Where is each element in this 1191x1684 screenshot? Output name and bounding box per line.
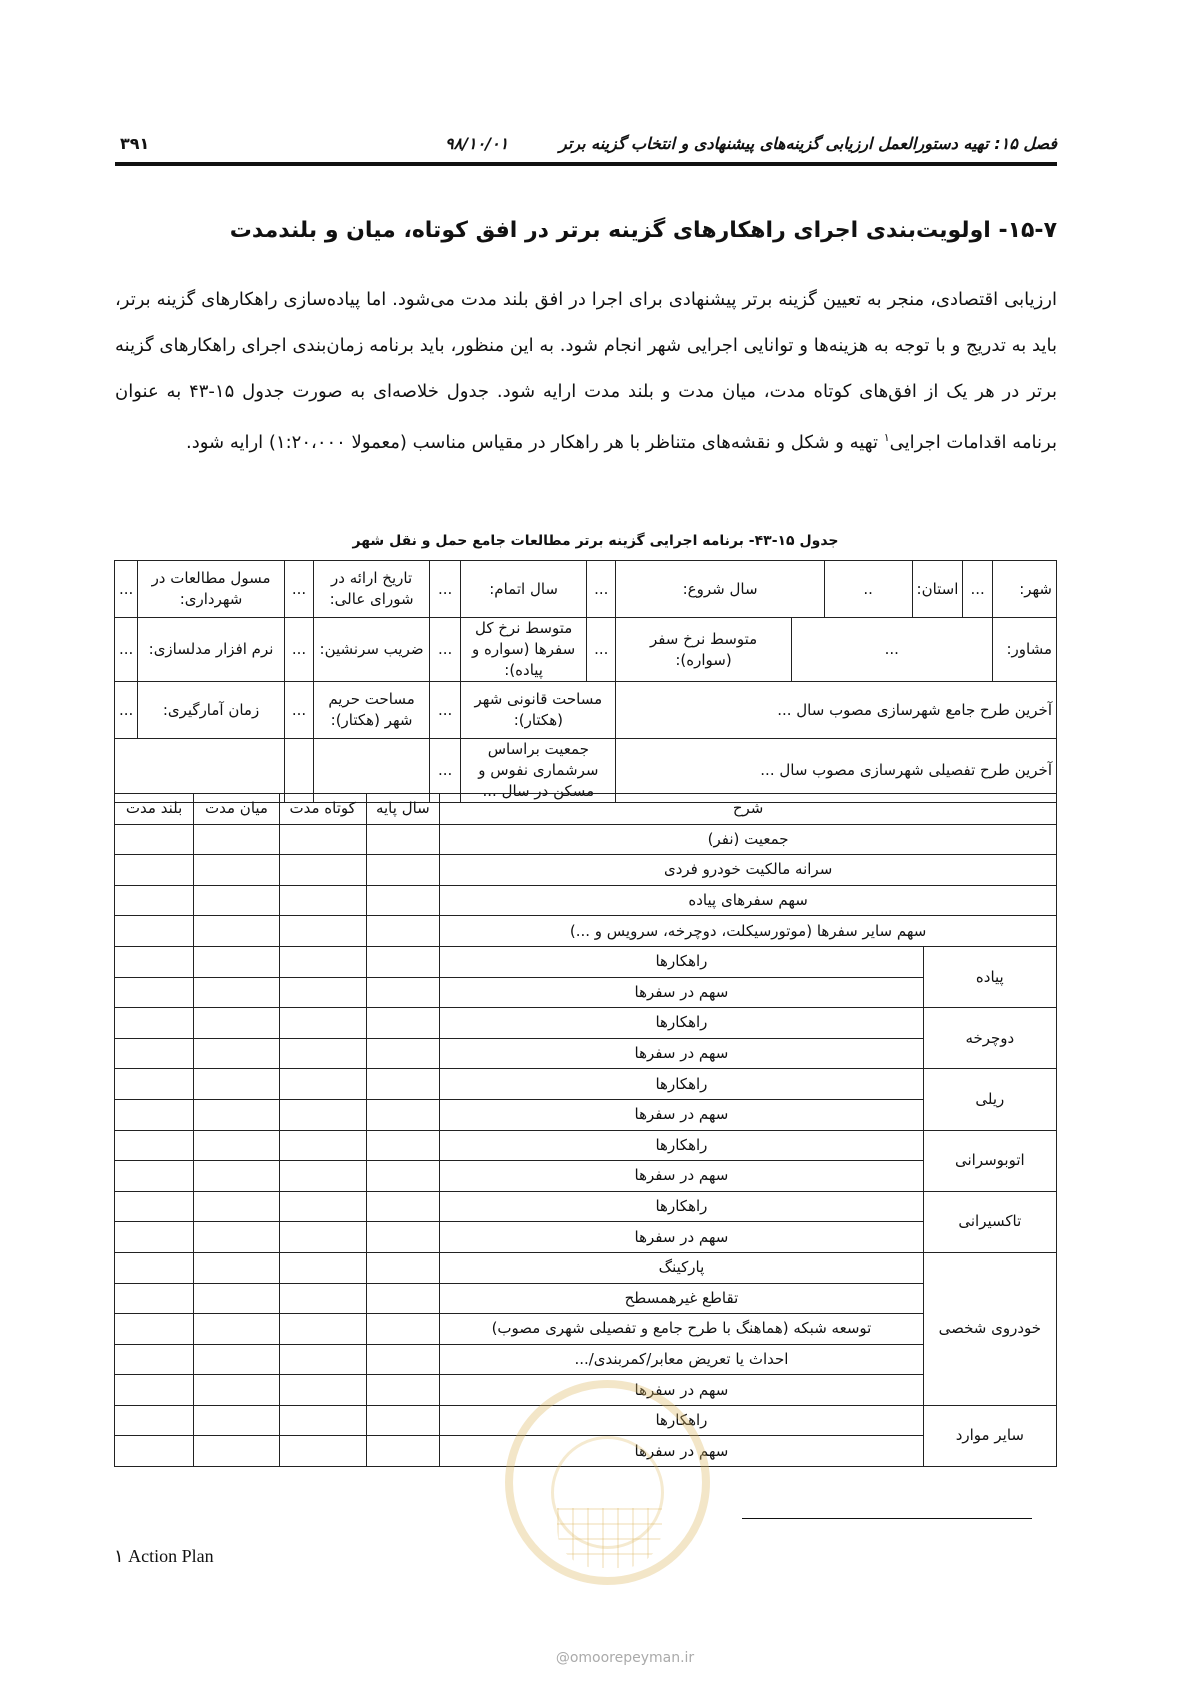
cell [194,1222,280,1253]
cell [194,1069,280,1100]
row-label-trip-share: سهم در سفرها [440,1436,923,1467]
page-number: ۳۹۱ [120,134,150,153]
cell [366,946,440,977]
cell [194,885,280,916]
info-row [115,618,1057,682]
row-label-strategies: راهکارها [440,1191,923,1222]
footnote-rule [742,1518,1032,1519]
watermark-site-text: omoorepeyman.ir [569,1650,695,1666]
row-label-interchange: تقاطع غیرهمسطح [440,1283,923,1314]
cell [366,1314,440,1345]
row-label-strategies: راهکارها [440,946,923,977]
label-buffer-area: مساحت حریم شهر (هکتار): [314,682,430,739]
table-row [115,1038,1057,1069]
value-consultant: ... [791,618,992,682]
cell [279,946,366,977]
label-modeling-software: نرم افزار مدلسازی: [138,618,284,682]
chapter-title: فصل ۱۵: تهیه دستورالعمل ارزیابی گزینه‌های پیشنهادی و انتخاب گزینه برتر [559,134,1057,153]
cell [194,855,280,886]
cell [366,1191,440,1222]
value-survey-time: ... [115,682,138,739]
cell [366,1161,440,1192]
table-row [115,1161,1057,1192]
watermark-seal-icon [505,1380,710,1585]
group-label-other: سایر موارد [923,1405,1056,1466]
info-row [115,682,1057,739]
paragraph-text-after: تهیه و شکل و نقشه‌های متناظر با هر راهکار در مقیاس مناسب (معمولا ۱:۲۰،۰۰۰) ارایه شود. [185,432,884,453]
row-label-other-share: سهم سایر سفرها (موتورسیکلت، دوچرخه، سرویس و ...) [440,916,1057,947]
value-province: .. [824,561,912,618]
cell [366,1344,440,1375]
value-buffer-area: ... [284,682,313,739]
cell [115,1344,194,1375]
cell [194,946,280,977]
cell [366,977,440,1008]
label-last-master-plan: آخرین طرح جامع شهرسازی مصوب سال ... [616,682,1057,739]
header-mid-term: میان مدت [194,794,280,825]
cell [279,855,366,886]
label-last-detailed-plan: آخرین طرح تفصیلی شهرسازی مصوب سال ... [616,739,1057,803]
cell [115,1069,194,1100]
table-row [115,916,1057,947]
action-plan-table [114,793,1057,1467]
cell [279,1405,366,1436]
cell [194,1283,280,1314]
group-label-rail: ریلی [923,1069,1056,1130]
cell [194,1405,280,1436]
cell [279,1344,366,1375]
cell [115,1099,194,1130]
cell [115,1314,194,1345]
cell [115,855,194,886]
cell [194,977,280,1008]
cell [115,1283,194,1314]
label-trip-rate-rider: متوسط نرخ سفر (سواره): [616,618,791,682]
header-description: شرح [440,794,1057,825]
table-row [115,1008,1057,1039]
cell [366,1099,440,1130]
cell [279,977,366,1008]
cell [115,1008,194,1039]
table-row [115,946,1057,977]
cell [194,1161,280,1192]
row-label-strategies: راهکارها [440,1069,923,1100]
row-label-population: جمعیت (نفر) [440,824,1057,855]
paragraph-text-before: ارزیابی اقتصادی، منجر به تعیین گزینه برتر پیشنهادی برای اجرا در افق بلند مدت می‌شود. اما پیاده‌سازی راهکارهای گزینه برتر، باید به تدریج و با توجه به هزینه‌ها و توانایی اجرایی شهر انجام شود. به این منظور، باید برنامه زمان‌بندی اجرای راهکارهای گزینه برتر در هر یک از افق‌های کوتاه مدت، میان مدت و بلند مدت ارایه شود. جدول خلاصه‌ای به صورت جدول ۱۵-۴۳ به عنوان برنامه اقدامات اجرایی [115,289,1057,453]
label-city: شهر: [992,561,1056,618]
cell [279,1008,366,1039]
cell [279,1038,366,1069]
body-paragraph [115,277,1057,466]
table-row [115,824,1057,855]
cell [115,946,194,977]
group-label-bus: اتوبوسرانی [923,1130,1056,1191]
row-label-strategies: راهکارها [440,1130,923,1161]
cell [279,824,366,855]
footnote [114,1546,214,1567]
label-province: استان: [912,561,963,618]
table-row [115,1344,1057,1375]
row-label-trip-share: سهم در سفرها [440,977,923,1008]
row-label-strategies: راهکارها [440,1008,923,1039]
value-trip-rate-rider: ... [587,618,616,682]
project-info-table [114,560,1057,803]
footnote-marker: ۱ [114,1546,124,1566]
watermark-site [525,1650,725,1666]
value-census-population: ... [429,739,460,803]
group-label-taxi: تاکسیرانی [923,1191,1056,1252]
cell [366,1436,440,1467]
value-occupancy: ... [284,618,313,682]
table-row [115,1314,1057,1345]
cell [115,1375,194,1406]
cell [279,1283,366,1314]
cell [366,1069,440,1100]
label-end-year: سال اتمام: [461,561,587,618]
table-row [115,1069,1057,1100]
table-caption: جدول ۱۵-۴۳- برنامه اجرایی گزینه برتر مطالعات جامع حمل و نقل شهر [352,533,839,549]
table-row [115,1191,1057,1222]
cell [366,1405,440,1436]
cell [115,1191,194,1222]
cell [366,1283,440,1314]
value-council-date: ... [284,561,313,618]
cell [194,916,280,947]
cell [115,824,194,855]
label-municipality-officer: مسول مطالعات در شهرداری: [138,561,284,618]
footnote-ref[interactable]: ۱ [883,431,890,444]
header-rule [115,162,1057,166]
cell [115,1161,194,1192]
cell [366,855,440,886]
row-label-trip-share: سهم در سفرها [440,1161,923,1192]
header-long-term: بلند مدت [115,794,194,825]
cell [194,1130,280,1161]
cell [279,885,366,916]
value-trip-rate-total: ... [429,618,460,682]
header-date: ۹۸/۱۰/۰۱ [445,134,509,153]
value-end-year: ... [429,561,460,618]
cell [194,1191,280,1222]
cell [194,1314,280,1345]
at-icon: @ [555,1650,570,1666]
row-label-strategies: راهکارها [440,1405,923,1436]
cell [366,1375,440,1406]
value-modeling-software: ... [115,618,138,682]
row-label-trip-share: سهم در سفرها [440,1099,923,1130]
row-label-network-development: توسعه شبکه (هماهنگ با طرح جامع و تفصیلی شهری مصوب) [440,1314,923,1345]
table-row [115,1222,1057,1253]
row-label-walk-share: سهم سفرهای پیاده [440,885,1057,916]
row-label-trip-share: سهم در سفرها [440,1222,923,1253]
label-survey-time: زمان آمارگیری: [138,682,284,739]
table-row [115,1099,1057,1130]
row-label-car-ownership: سرانه مالکیت خودرو فردی [440,855,1057,886]
cell [115,1405,194,1436]
cell [115,977,194,1008]
label-consultant: مشاور: [992,618,1056,682]
value-start-year: ... [587,561,616,618]
row-label-parking: پارکینگ [440,1252,923,1283]
cell [279,1130,366,1161]
cell [366,1008,440,1039]
cell [194,1099,280,1130]
cell [115,1436,194,1467]
table-row [115,1283,1057,1314]
group-label-walk: پیاده [923,946,1056,1007]
value-legal-area: ... [429,682,460,739]
table-row [115,1252,1057,1283]
row-label-trip-share: سهم در سفرها [440,1375,923,1406]
cell [194,1008,280,1039]
cell [115,885,194,916]
row-label-trip-share: سهم در سفرها [440,1038,923,1069]
cell [366,885,440,916]
cell [366,1130,440,1161]
label-start-year: سال شروع: [616,561,824,618]
table-row [115,855,1057,886]
cell [279,1314,366,1345]
cell [279,1252,366,1283]
header-short-term: کوتاه مدت [279,794,366,825]
value-municipality-officer: ... [115,561,138,618]
group-label-private-car: خودروی شخصی [923,1252,1056,1405]
label-occupancy: ضریب سرنشین: [314,618,430,682]
row-label-road-widening: احداث یا تعریض معابر/کمربندی/... [440,1344,923,1375]
cell [194,1436,280,1467]
cell [194,1038,280,1069]
cell [115,1222,194,1253]
cell [366,824,440,855]
cell [115,916,194,947]
cell [366,916,440,947]
section-title: ۱۵-۷- اولویت‌بندی اجرای راهکارهای گزینه برتر در افق کوتاه، میان و بلندمدت [229,218,1057,243]
cell [279,1191,366,1222]
cell [194,1252,280,1283]
cell [115,1252,194,1283]
page-header [115,130,1057,164]
header-base-year: سال پایه [366,794,440,825]
cell [366,1252,440,1283]
cell [279,1161,366,1192]
cell [115,1130,194,1161]
info-row [115,561,1057,618]
watermark-grid [557,1508,662,1568]
cell [194,824,280,855]
cell [194,1375,280,1406]
cell [366,1222,440,1253]
table-row [115,977,1057,1008]
label-trip-rate-total: متوسط نرخ کل سفرها (سواره و پیاده): [461,618,587,682]
cell [279,1069,366,1100]
cell [279,1375,366,1406]
cell [279,916,366,947]
value-city: ... [963,561,992,618]
cell [279,1222,366,1253]
cell [366,1038,440,1069]
table-row [115,1130,1057,1161]
cell [194,1344,280,1375]
group-label-bicycle: دوچرخه [923,1008,1056,1069]
cell [279,1436,366,1467]
label-council-date: تاریخ ارائه در شورای عالی: [314,561,430,618]
cell [115,1038,194,1069]
label-census-population: جمعیت براساس سرشماری نفوس و مسکن در سال ... [461,739,616,803]
plan-header-row [115,794,1057,825]
cell [279,1099,366,1130]
table-row [115,885,1057,916]
label-legal-area: مساحت قانونی شهر (هکتار): [461,682,616,739]
footnote-text: Action Plan [128,1546,214,1566]
